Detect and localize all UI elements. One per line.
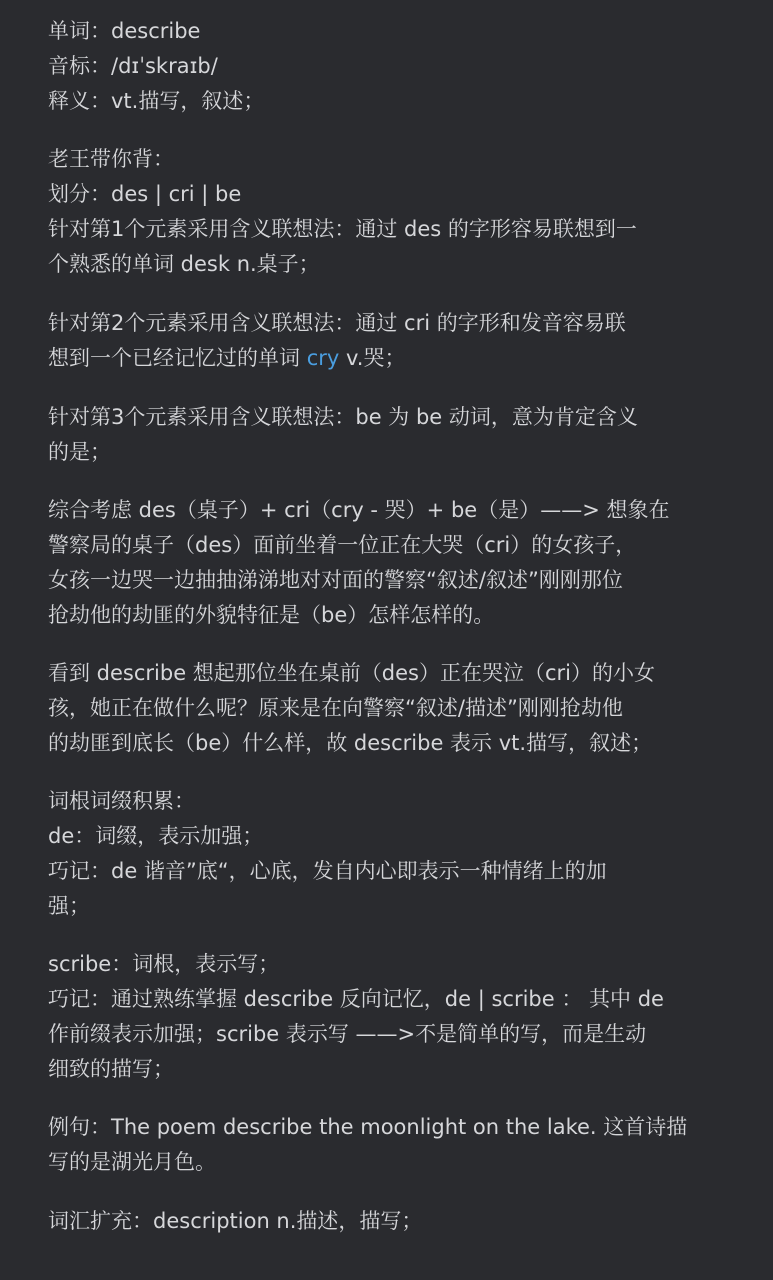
scribe-tip-line2: 作前缀表示加强；scribe 表示写 ——>不是简单的写，而是生动 <box>48 1022 647 1046</box>
recall-line1: 看到 describe 想起那位坐在桌前（des）正在哭泣（cri）的小女 <box>48 661 656 685</box>
cry-link[interactable]: cry <box>306 346 340 370</box>
word-line: 单词：describe <box>48 19 201 43</box>
element2-line2-suffix: v.哭； <box>339 346 406 370</box>
element3-line2: 的是； <box>48 440 111 464</box>
story-line2: 警察局的桌子（des）面前坐着一位正在大哭（cri）的女孩子， <box>48 533 637 557</box>
story-line4: 抢劫他的劫匪的外貌特征是（be）怎样怎样的。 <box>48 603 495 627</box>
roots-heading: 词根词缀积累： <box>48 789 195 813</box>
element3-line1: 针对第3个元素采用含义联想法：be 为 be 动词，意为肯定含义 <box>48 405 638 429</box>
element2-line1: 针对第2个元素采用含义联想法：通过 cri 的字形和发音容易联 <box>48 311 626 335</box>
de-line: de：词缀，表示加强； <box>48 824 264 848</box>
scribe-tip-line3: 细致的描写； <box>48 1057 174 1081</box>
phonetic-line: 音标：/dɪˈskraɪb/ <box>48 54 218 78</box>
element2-line2 <box>48 344 405 372</box>
story-line1: 综合考虑 des（桌子）+ cri（cry - 哭）+ be（是）——> 想象在 <box>48 498 670 522</box>
example-line1: 例句：The poem describe the moonlight on the lake. 这首诗描 <box>48 1115 688 1139</box>
recall-line3: 的劫匪到底长（be）什么样，故 describe 表示 vt.描写，叙述； <box>48 731 653 755</box>
element1-line2: 个熟悉的单词 desk n.桌子； <box>48 252 320 276</box>
recall-line2: 孩，她正在做什么呢？原来是在向警察“叙述/描述”刚刚抢劫他 <box>48 696 623 720</box>
element1-line1: 针对第1个元素采用含义联想法：通过 des 的字形容易联想到一 <box>48 217 637 241</box>
scribe-line: scribe：词根，表示写； <box>48 952 280 976</box>
de-tip-line2: 强； <box>48 894 90 918</box>
story-line3: 女孩一边哭一边抽抽涕涕地对对面的警察“叙述/叙述”刚刚那位 <box>48 568 623 592</box>
scribe-tip-line1: 巧记：通过熟练掌握 describe 反向记忆，de | scribe ： 其中 de <box>48 987 664 1011</box>
element2-line2-prefix: 想到一个已经记忆过的单词 <box>48 346 307 370</box>
vocab-line: 词汇扩充：description n.描述，描写； <box>48 1209 423 1233</box>
example-line2: 写的是湖光月色。 <box>48 1150 216 1174</box>
de-tip-line1: 巧记：de 谐音”底“，心底，发自内心即表示一种情绪上的加 <box>48 859 607 883</box>
meaning-line: 释义：vt.描写，叙述； <box>48 89 265 113</box>
teacher-heading: 老王带你背： <box>48 147 174 171</box>
split-line: 划分：des | cri | be <box>48 182 242 206</box>
